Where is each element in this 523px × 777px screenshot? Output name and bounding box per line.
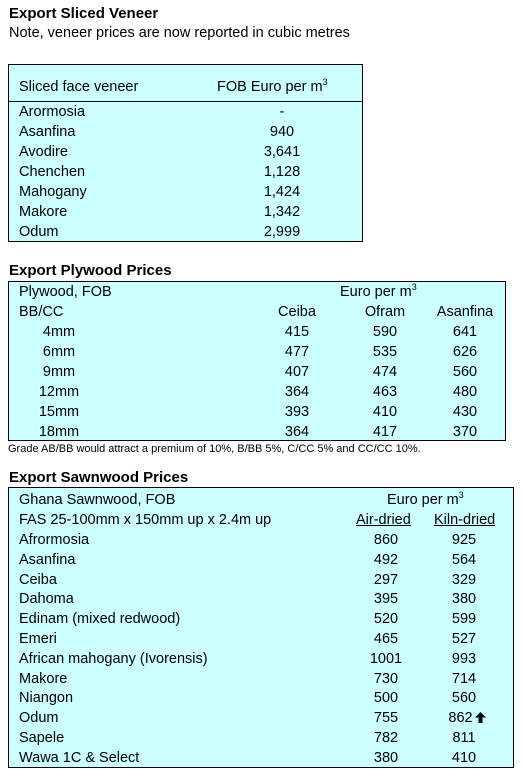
plywood-head-euro: Euro per $m^3$ — [340, 282, 417, 300]
sawnwood-air-price: 395 — [373, 591, 399, 608]
plywood-price: 415 — [284, 324, 310, 340]
table-row — [9, 708, 513, 728]
sawnwood-kiln-price — [434, 550, 494, 570]
table-row — [9, 202, 362, 222]
veneer-col-price: FOB Euro per $m^3$ — [217, 77, 328, 95]
veneer-species: Makore — [19, 204, 68, 220]
sawnwood-kiln-value: 811 — [452, 730, 476, 746]
table-row — [9, 162, 362, 182]
table-row — [9, 382, 505, 402]
plywood-price: 364 — [284, 384, 310, 400]
plywood-thickness: 15mm — [38, 404, 80, 420]
sawnwood-header-row-1 — [9, 490, 513, 510]
plywood-price: 364 — [284, 424, 310, 440]
table-row — [9, 182, 362, 202]
sawnwood-air-price: 500 — [373, 690, 399, 707]
table-row — [9, 589, 513, 609]
veneer-title: Export Sliced Veneer — [9, 5, 159, 22]
sawnwood-table — [8, 487, 514, 768]
sawnwood-kiln-price — [434, 728, 494, 748]
table-row — [9, 530, 513, 550]
table-row — [9, 402, 505, 422]
veneer-price: 1,342 — [263, 204, 301, 220]
plywood-price: 477 — [284, 344, 310, 360]
table-row — [9, 550, 513, 570]
table-row — [9, 342, 505, 362]
sawnwood-species: Sapele — [19, 730, 65, 746]
veneer-price: 940 — [269, 124, 295, 140]
sawnwood-kiln-price — [434, 748, 494, 768]
veneer-price: 1,128 — [263, 164, 301, 180]
sawnwood-species: Wawa 1C & Select — [19, 749, 140, 766]
sawnwood-species: Edinam (mixed redwood) — [19, 611, 181, 628]
sawnwood-air-price: 520 — [373, 611, 399, 628]
plywood-thickness: 9mm — [42, 364, 76, 380]
veneer-species: Arormosia — [19, 104, 86, 120]
plywood-thickness: 18mm — [38, 424, 80, 440]
veneer-species: Odum — [19, 224, 59, 240]
sawnwood-species: Dahoma — [19, 591, 74, 608]
table-row — [9, 422, 505, 442]
plywood-price: 430 — [452, 404, 478, 420]
veneer-species: Chenchen — [19, 164, 86, 180]
table-row — [9, 629, 513, 649]
sawnwood-kiln-price — [434, 589, 494, 609]
table-row — [9, 322, 505, 342]
table-row — [9, 728, 513, 748]
sawnwood-kiln-value: 714 — [451, 670, 477, 687]
plywood-price: 560 — [452, 364, 478, 380]
sawnwood-kiln-price — [434, 669, 494, 689]
veneer-col-name: Sliced face veneer — [19, 79, 139, 95]
sawnwood-species: Makore — [19, 670, 68, 687]
sawnwood-kiln-value: 925 — [451, 532, 477, 548]
veneer-table — [8, 64, 363, 242]
sawnwood-air-price: 1001 — [369, 650, 403, 667]
plywood-price: 417 — [372, 424, 398, 440]
plywood-price: 393 — [284, 404, 310, 420]
sawnwood-kiln-value: 564 — [451, 551, 477, 568]
sawnwood-species: Afrormosia — [19, 532, 90, 548]
plywood-col-ofram: Ofram — [364, 304, 406, 320]
sawnwood-species: Asanfina — [19, 551, 76, 568]
plywood-thickness: 4mm — [42, 324, 76, 340]
veneer-header — [9, 77, 362, 97]
sawnwood-kiln-price — [437, 708, 497, 728]
sawnwood-kiln-price — [434, 649, 494, 669]
plywood-title: Export Plywood Prices — [9, 262, 172, 279]
plywood-price: 626 — [452, 344, 478, 360]
plywood-price: 641 — [452, 324, 478, 340]
sawnwood-air-price: 782 — [373, 730, 399, 746]
plywood-price: 474 — [372, 364, 398, 380]
plywood-price: 410 — [372, 404, 398, 420]
sawnwood-title: Export Sawnwood Prices — [9, 469, 189, 486]
sawnwood-air-price: 492 — [373, 551, 399, 568]
sawnwood-kiln-value: 560 — [451, 690, 477, 707]
plywood-header-row-1 — [9, 282, 505, 302]
sawnwood-kiln-value: 329 — [451, 571, 477, 588]
plywood-price: 463 — [372, 384, 398, 400]
plywood-thickness: 6mm — [42, 344, 76, 360]
sawnwood-species: Niangon — [19, 690, 74, 707]
sawnwood-spec: FAS 25-100mm x 150mm up x 2.4m up — [19, 512, 272, 528]
sawnwood-head-euro: Euro per $m^3$ — [387, 490, 464, 508]
plywood-table — [8, 281, 506, 441]
sawnwood-header-row-2 — [9, 510, 513, 530]
sawnwood-kiln-price — [434, 609, 494, 629]
veneer-price: 3,641 — [263, 144, 301, 160]
sawnwood-kiln-price — [434, 570, 494, 590]
veneer-price: - — [279, 104, 285, 120]
sawnwood-kiln-value: 862 — [448, 710, 473, 727]
sawnwood-species: Odum — [19, 710, 59, 727]
sawnwood-kiln-value: 527 — [451, 631, 477, 647]
plywood-footnote: Grade AB/BB would attract a premium of 10%, B/BB 5%, C/CC 5% and CC/CC 10%. — [8, 443, 421, 455]
up-arrow-icon — [473, 710, 486, 726]
sawnwood-kiln-value: 410 — [451, 749, 477, 766]
plywood-col-asanfina: Asanfina — [436, 304, 494, 320]
table-row — [9, 669, 513, 689]
table-row — [9, 142, 362, 162]
sawnwood-air-price: 730 — [373, 670, 399, 687]
veneer-price: 2,999 — [263, 224, 301, 240]
table-row — [9, 222, 362, 242]
sawnwood-species: African mahogany (Ivorensis) — [19, 650, 208, 667]
sawnwood-kiln-price — [434, 688, 494, 708]
table-row — [9, 102, 362, 122]
sawnwood-col-air: Air-dried — [356, 512, 411, 528]
table-row — [9, 570, 513, 590]
table-row — [9, 122, 362, 142]
sawnwood-kiln-price — [434, 629, 494, 649]
sawnwood-kiln-value: 993 — [451, 650, 477, 667]
veneer-species: Mahogany — [19, 184, 87, 200]
sawnwood-air-price: 860 — [373, 532, 399, 548]
plywood-price: 535 — [372, 344, 398, 360]
plywood-head-label: Plywood, FOB — [19, 284, 112, 300]
sawnwood-kiln-value: 599 — [451, 611, 477, 628]
sawnwood-species: Ceiba — [19, 571, 57, 588]
plywood-price: 590 — [372, 324, 398, 340]
veneer-note: Note, veneer prices are now reported in cubic metres — [9, 25, 350, 41]
plywood-col-ceiba: Ceiba — [278, 304, 316, 320]
veneer-price: 1,424 — [263, 184, 301, 200]
sawnwood-air-price: 380 — [373, 749, 399, 766]
sawnwood-kiln-value: 380 — [451, 591, 477, 608]
plywood-price: 480 — [452, 384, 478, 400]
plywood-grade: BB/CC — [19, 304, 64, 320]
sawnwood-kiln-price — [434, 530, 494, 550]
plywood-header-row-2 — [9, 302, 505, 322]
plywood-thickness: 12mm — [38, 384, 80, 400]
plywood-price: 407 — [284, 364, 310, 380]
veneer-species: Asanfina — [19, 124, 76, 140]
sawnwood-species: Emeri — [19, 631, 57, 647]
plywood-price: 370 — [452, 424, 478, 440]
table-row — [9, 649, 513, 669]
table-row — [9, 748, 513, 768]
sawnwood-air-price: 755 — [373, 710, 399, 727]
sawnwood-air-price: 465 — [373, 631, 399, 647]
sawnwood-air-price: 297 — [373, 571, 399, 588]
table-row — [9, 609, 513, 629]
table-row — [9, 362, 505, 382]
sawnwood-col-kiln: Kiln-dried — [434, 512, 496, 528]
table-row — [9, 688, 513, 708]
sawnwood-head-label: Ghana Sawnwood, FOB — [19, 492, 176, 508]
veneer-species: Avodire — [19, 144, 68, 160]
